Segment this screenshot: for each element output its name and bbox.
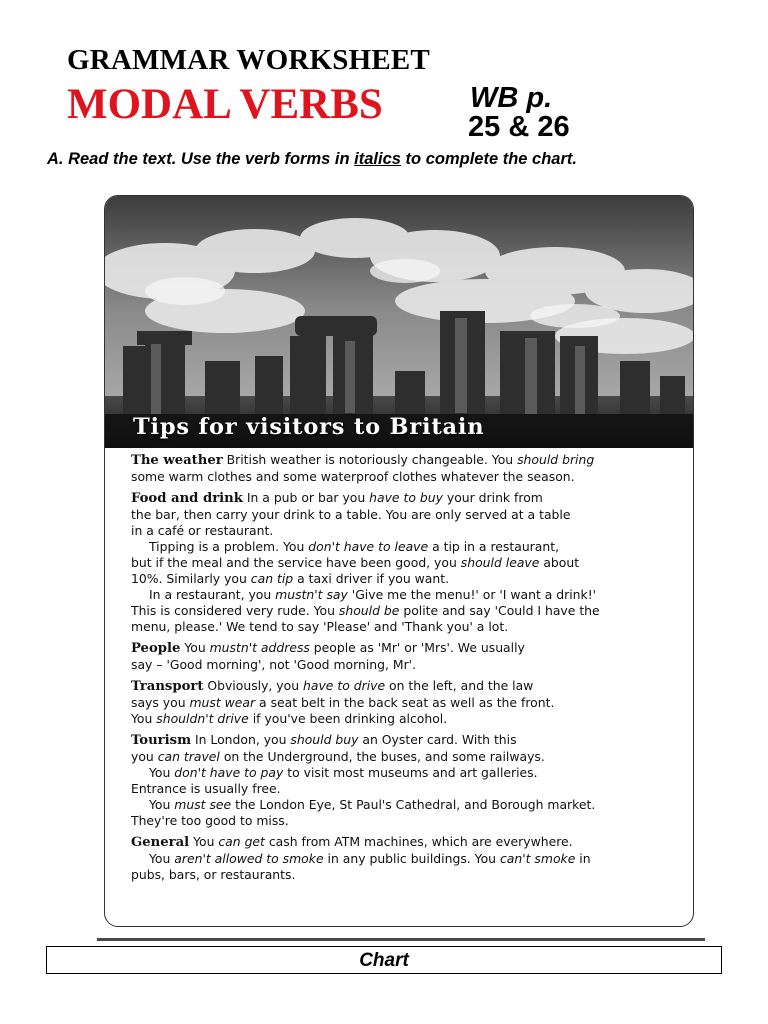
instruction: A. Read the text. Use the verb forms in italics to complete the chart. xyxy=(47,150,577,168)
section-weather: The weather British weather is notoriously changeable. You should bring some warm clothes and some waterproof clothes whatever the season. xyxy=(131,452,595,484)
tips-text xyxy=(131,452,687,888)
stonehenge-photo xyxy=(105,196,693,448)
divider xyxy=(97,938,705,941)
worksheet-subtitle: MODAL VERBS xyxy=(67,81,383,128)
card-title: Tips for visitors to Britain xyxy=(133,414,485,440)
italics-word: italics xyxy=(354,150,401,168)
reading-card xyxy=(104,195,694,927)
heading-general: General xyxy=(131,835,190,850)
section-transport: Transport Obviously, you have to drive on the left, and the law says you must wear a seat belt in the back seat as well as the front. You shouldn't drive if you've been drinking alcohol. xyxy=(131,678,555,726)
heading-people: People xyxy=(131,641,181,656)
section-food: Food and drink In a pub or bar you have to buy your drink from the bar, then carry your drink to a table. You are only served at a table in a café or restaurant. Tipping is a problem. You don't have to leave a tip in a restaurant, but if the meal and the service have been good, you should leave about 10%. Similarly you can tip a taxi driver if you want. In a restaurant, you mustn't say 'Give me the menu!' or 'I want a drink!' This is considered very rude. You should be polite and say 'Could I have the menu, please.' We tend to say 'Please' and 'Thank you' a lot. xyxy=(131,490,600,634)
section-tourism: Tourism In London, you should buy an Oyster card. With this you can travel on the Underground, the buses, and some railways. You don't have to pay to visit most museums and art galleries. Entrance is usually free. You must see the London Eye, St Paul's Cathedral, and Borough market. They're too good to miss. xyxy=(131,732,596,828)
section-general: General You can get cash from ATM machines, which are everywhere. You aren't allowed to smoke in any public buildings. You can't smoke in pubs, bars, or restaurants. xyxy=(131,834,591,882)
heading-transport: Transport xyxy=(131,679,204,694)
heading-food: Food and drink xyxy=(131,491,243,506)
chart-label: Chart xyxy=(359,950,409,971)
heading-tourism: Tourism xyxy=(131,733,192,748)
workbook-page-numbers: 25 & 26 xyxy=(468,111,570,143)
heading-weather: The weather xyxy=(131,453,223,468)
workbook-page-label: WB p. xyxy=(470,82,553,114)
section-people: People You mustn't address people as 'Mr' or 'Mrs'. We usually say – 'Good morning', not 'Good morning, Mr'. xyxy=(131,640,525,672)
worksheet-title: GRAMMAR WORKSHEET xyxy=(67,44,430,76)
chart-header-box xyxy=(46,946,722,974)
